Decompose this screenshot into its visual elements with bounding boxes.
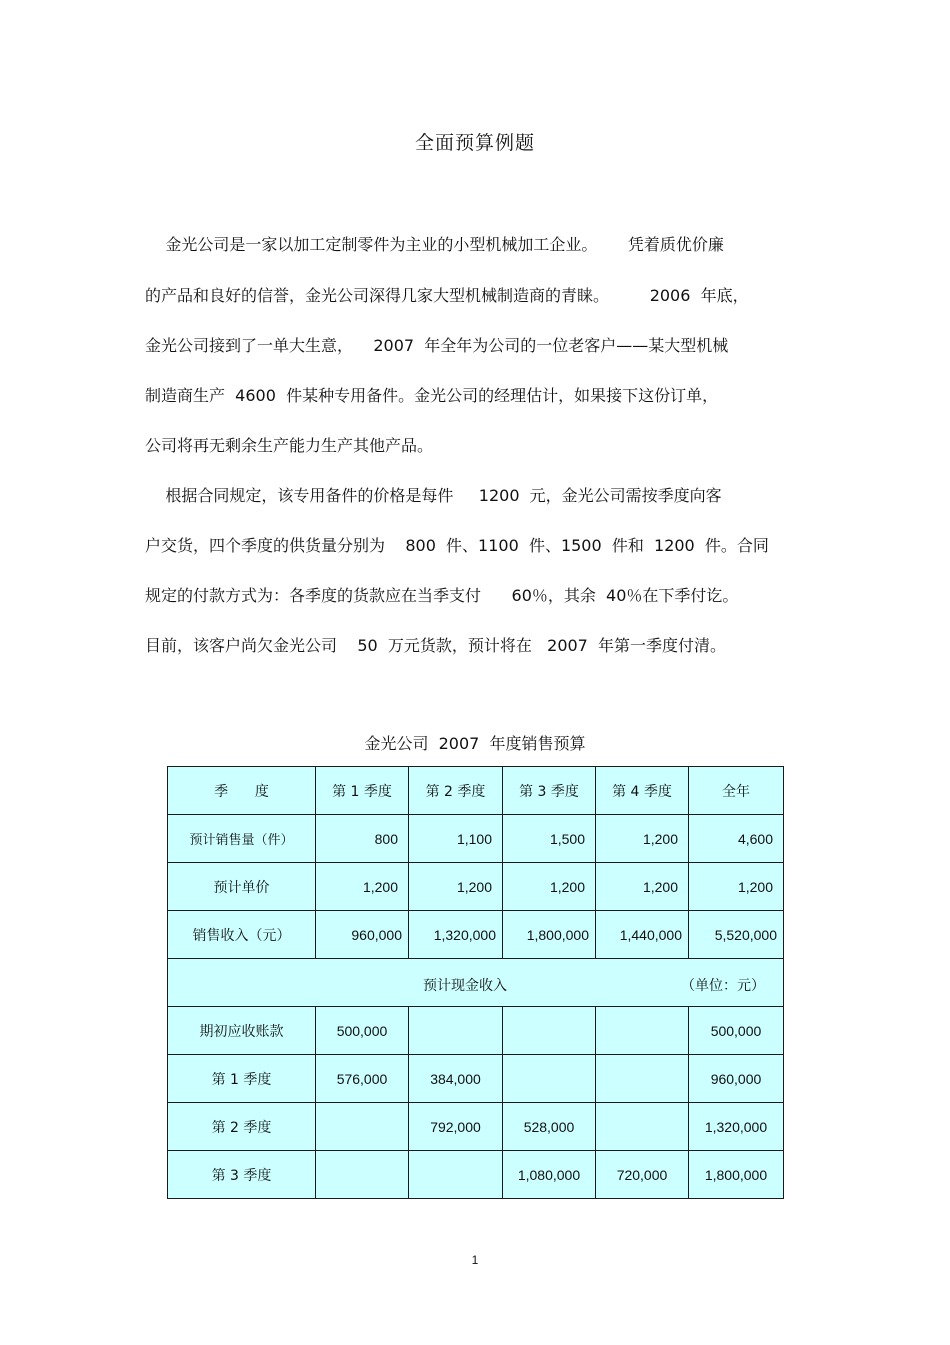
paragraph-line: 目前，该客户尚欠金光公司 50 万元货款，预计将在 2007 年第一季度付清。 bbox=[145, 636, 727, 655]
table-cell: 1,800,000 bbox=[503, 911, 596, 959]
table-header-row bbox=[168, 767, 784, 815]
table-cell: 500,000 bbox=[689, 1007, 784, 1055]
table-cell bbox=[503, 1055, 596, 1103]
paragraph-line: 公司将再无剩余生产能力生产其他产品。 bbox=[145, 436, 434, 455]
table-cell bbox=[316, 1151, 409, 1199]
table-cell: 384,000 bbox=[409, 1055, 503, 1103]
table-cell bbox=[316, 1103, 409, 1151]
table-cell: 800 bbox=[316, 815, 409, 863]
row-label: 第 2 季度 bbox=[168, 1103, 316, 1151]
table-cell: 5,520,000 bbox=[689, 911, 784, 959]
page-title: 全面预算例题 bbox=[414, 132, 535, 154]
header-cell: 第 1 季度 bbox=[316, 767, 409, 815]
table-cell: 1,200 bbox=[316, 863, 409, 911]
header-cell: 全年 bbox=[689, 767, 784, 815]
table-cell: 792,000 bbox=[409, 1103, 503, 1151]
table-cell bbox=[409, 1007, 503, 1055]
header-cell: 第 4 季度 bbox=[596, 767, 689, 815]
table-cell bbox=[596, 1007, 689, 1055]
table-cell: 1,200 bbox=[596, 815, 689, 863]
paragraph-line: 规定的付款方式为：各季度的货款应在当季支付 60％，其余 40％在下季付讫。 bbox=[145, 586, 739, 605]
table-section-banner bbox=[168, 959, 784, 1007]
row-label: 第 1 季度 bbox=[168, 1055, 316, 1103]
table-cell: 4,600 bbox=[689, 815, 784, 863]
page-number: 1 bbox=[471, 1253, 479, 1267]
table-row bbox=[168, 1007, 784, 1055]
paragraph-line: 金光公司是一家以加工定制零件为主业的小型机械加工企业。 凭着质优价廉 bbox=[145, 235, 724, 254]
cash-receipts-banner bbox=[168, 959, 784, 1007]
table-cell: 1,800,000 bbox=[689, 1151, 784, 1199]
table-row bbox=[168, 815, 784, 863]
table-cell: 576,000 bbox=[316, 1055, 409, 1103]
table-cell bbox=[409, 1151, 503, 1199]
header-cell: 季 度 bbox=[168, 767, 316, 815]
table-cell: 1,200 bbox=[503, 863, 596, 911]
row-label: 销售收入（元） bbox=[168, 911, 316, 959]
paragraph-line: 制造商生产 4600 件某种专用备件。金光公司的经理估计，如果接下这份订单， bbox=[145, 386, 719, 405]
table-cell bbox=[503, 1007, 596, 1055]
table-cell: 1,100 bbox=[409, 815, 503, 863]
table-row bbox=[168, 1055, 784, 1103]
table-cell: 720,000 bbox=[596, 1151, 689, 1199]
table-cell: 1,320,000 bbox=[689, 1103, 784, 1151]
table-cell: 1,200 bbox=[409, 863, 503, 911]
banner-unit: （单位：元） bbox=[681, 978, 765, 994]
paragraph-line: 户交货，四个季度的供货量分别为 800 件、1100 件、1500 件和 1200 件。合同 bbox=[145, 536, 769, 555]
table-cell: 1,440,000 bbox=[596, 911, 689, 959]
banner-title: 预计现金收入 bbox=[423, 978, 507, 994]
row-label: 第 3 季度 bbox=[168, 1151, 316, 1199]
table-caption: 金光公司 2007 年度销售预算 bbox=[364, 734, 586, 753]
row-label: 预计单价 bbox=[168, 863, 316, 911]
table-cell: 1,200 bbox=[596, 863, 689, 911]
table-row bbox=[168, 911, 784, 959]
paragraph-line: 金光公司接到了一单大生意， 2007 年全年为公司的一位老客户——某大型机械 bbox=[145, 336, 729, 355]
table-cell: 1,080,000 bbox=[503, 1151, 596, 1199]
paragraph-line: 的产品和良好的信誉，金光公司深得几家大型机械制造商的青睐。 2006 年底， bbox=[145, 286, 749, 305]
header-cell: 第 3 季度 bbox=[503, 767, 596, 815]
paragraph-line: 根据合同规定，该专用备件的价格是每件 1200 元，金光公司需按季度向客 bbox=[145, 486, 722, 505]
table-row bbox=[168, 863, 784, 911]
header-cell: 第 2 季度 bbox=[409, 767, 503, 815]
table-cell: 528,000 bbox=[503, 1103, 596, 1151]
table-cell: 1,200 bbox=[689, 863, 784, 911]
sales-budget-table bbox=[167, 766, 784, 1199]
row-label: 预计销售量（件） bbox=[168, 815, 316, 863]
table-cell bbox=[596, 1055, 689, 1103]
table-cell: 1,320,000 bbox=[409, 911, 503, 959]
table-row bbox=[168, 1151, 784, 1199]
row-label: 期初应收账款 bbox=[168, 1007, 316, 1055]
table-cell: 960,000 bbox=[316, 911, 409, 959]
table-cell bbox=[596, 1103, 689, 1151]
table-cell: 960,000 bbox=[689, 1055, 784, 1103]
table-cell: 500,000 bbox=[316, 1007, 409, 1055]
table-cell: 1,500 bbox=[503, 815, 596, 863]
table-row bbox=[168, 1103, 784, 1151]
